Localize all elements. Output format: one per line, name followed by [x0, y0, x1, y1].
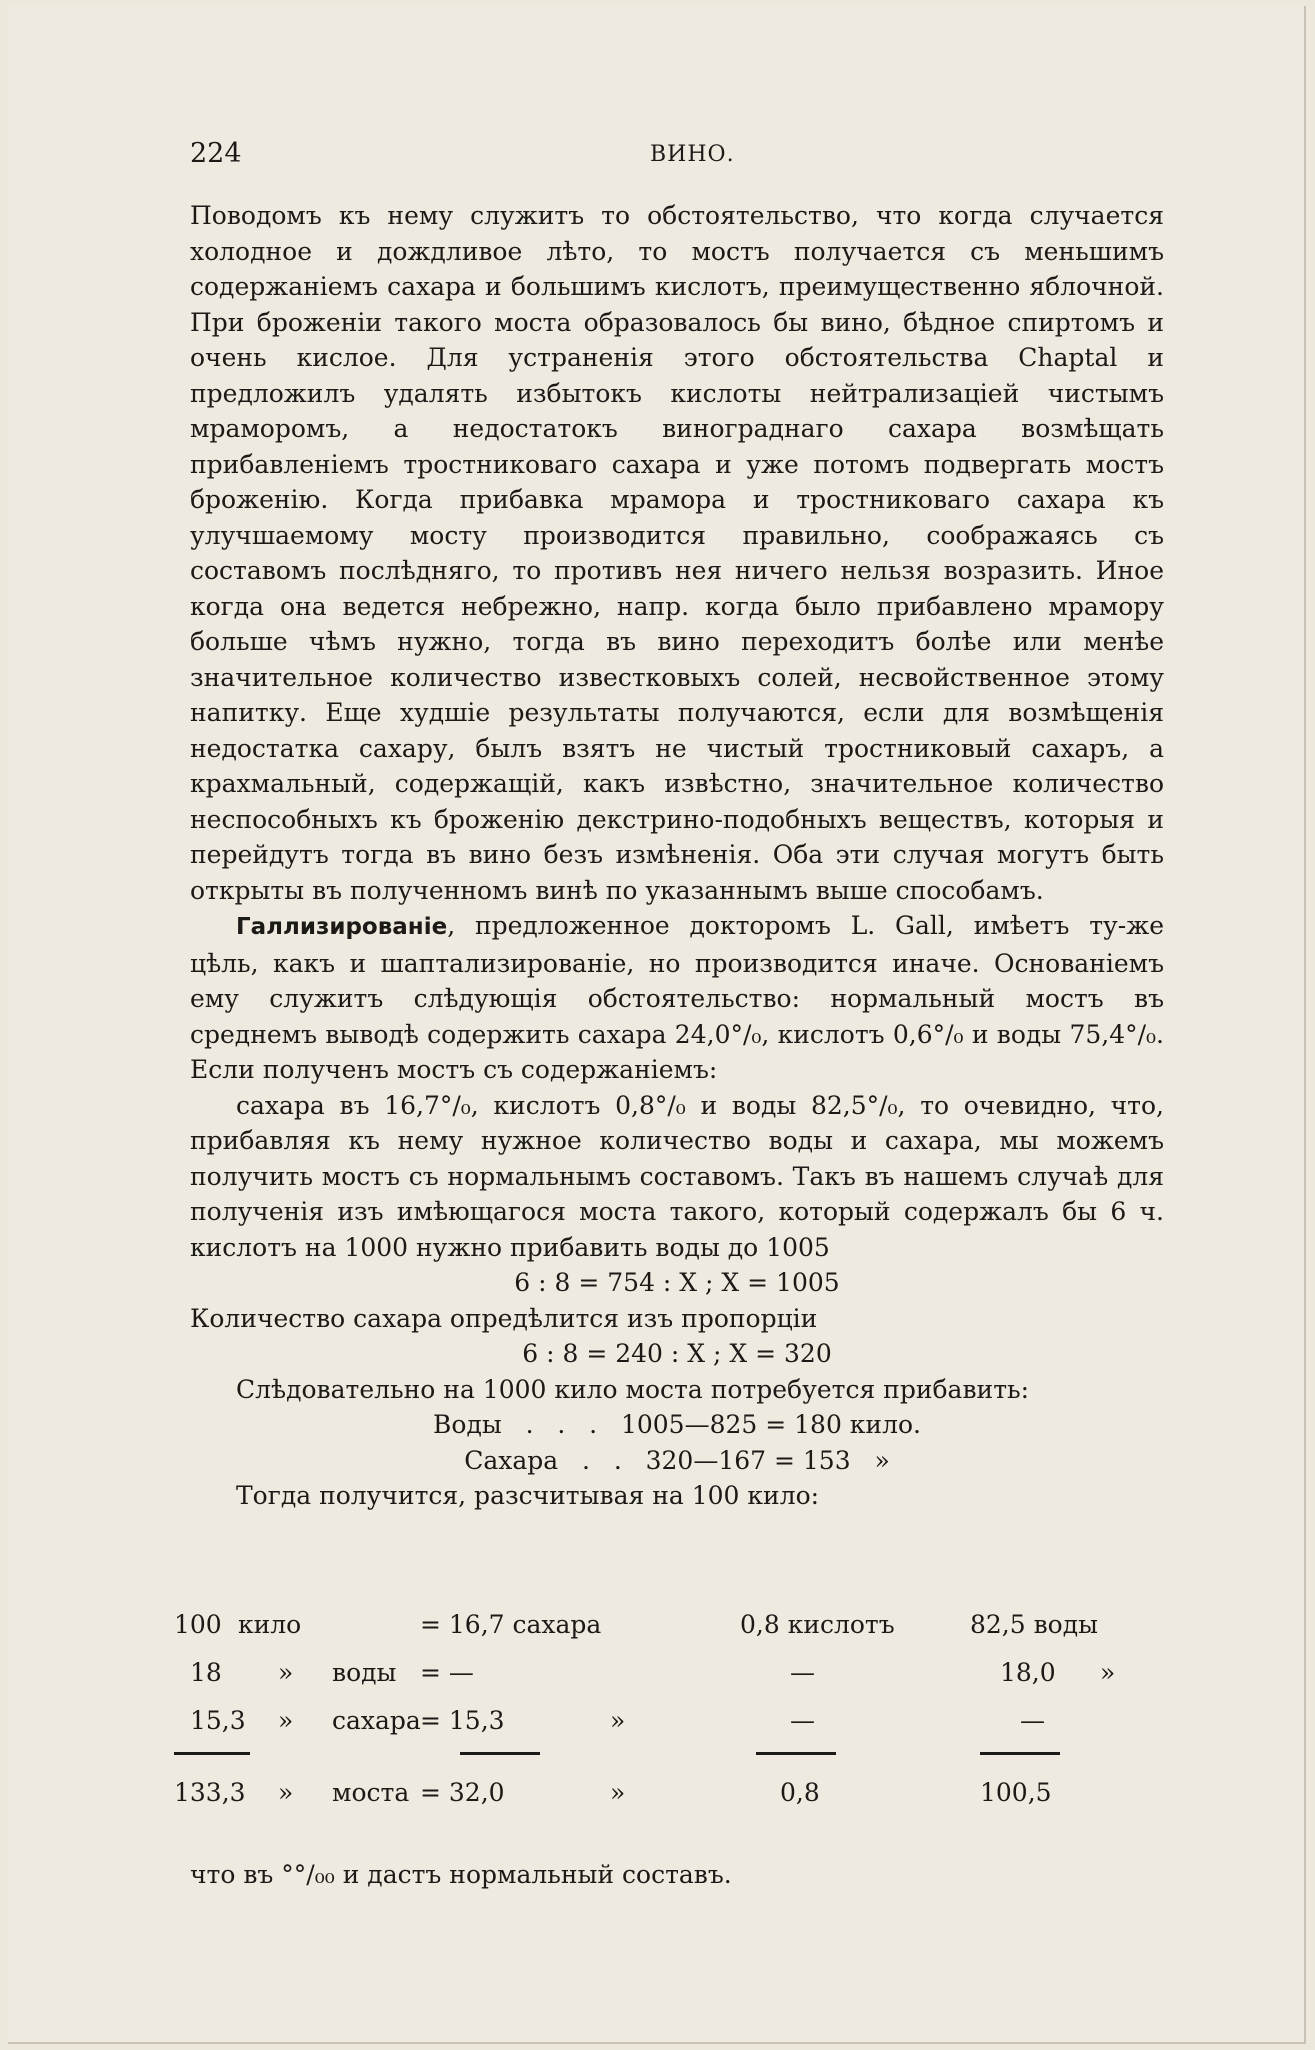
- calc-r1-acid: 0,8 кислотъ: [740, 1610, 895, 1639]
- calc-r1-amount: 100: [174, 1610, 222, 1639]
- calc-r3-sugar: = 15,3: [420, 1706, 505, 1735]
- paragraph-consequently: Слѣдовательно на 1000 кило моста потребуется прибавить:: [236, 1374, 1030, 1404]
- page-header: [190, 138, 1164, 178]
- calc-r4-ditto: »: [610, 1778, 626, 1807]
- closing-line: что въ °°/₀₀ и дастъ нормальный составъ.: [190, 1860, 732, 1889]
- calc-r3-water: —: [1020, 1706, 1045, 1735]
- paragraph-gallization-text: , предложенное докторомъ L. Gall, имѣетъ ту-же цѣль, какъ и шаптализированіе, но производится иначе. Основаніемъ ему служитъ слѣдующія обстоятельство: нормальный мостъ въ среднемъ выводѣ содержить сахара 24,0°/₀, кислотъ 0,6°/₀ и воды 75,4°/₀. Если полученъ мостъ съ содержаніемъ:: [190, 911, 1164, 1084]
- sugar-addition-line: Сахара . . 320—167 = 153 »: [464, 1445, 890, 1475]
- paragraph-example: сахара въ 16,7°/₀, кислотъ 0,8°/₀ и воды 82,5°/₀, то очевидно, что, прибавляя къ нему нужное количество воды и сахара, мы можемъ получить мостъ съ нормальнымъ составомъ. Такъ въ нашемъ случаѣ для полученія изъ имѣющагося моста такого, который содержалъ бы 6 ч. кислотъ на 1000 нужно прибавить воды до 1005: [190, 1090, 1164, 1262]
- calc-r1-water: 82,5 воды: [970, 1610, 1099, 1639]
- paragraph-then: Тогда получится, разсчитывая на 100 кило:: [236, 1481, 820, 1510]
- calc-r4-acid: 0,8: [780, 1778, 820, 1807]
- running-title: ВИНО.: [650, 142, 735, 167]
- page-number: 224: [190, 138, 242, 169]
- calc-r2-ditto: »: [1100, 1658, 1116, 1687]
- calc-r4-amount: 133,3: [174, 1778, 246, 1807]
- calc-r4-water: 100,5: [980, 1778, 1052, 1807]
- paragraph-chaptal: Поводомъ къ нему служитъ то обстоятельство, что когда случается холодное и дождливое лѣто, то мостъ получается съ меньшимъ содержаніемъ сахара и большимъ кислотъ, преимущественно яблочной. При броженіи такого моста образовалось бы вино, бѣдное спиртомъ и очень кислое. Для устраненія этого обстоятельства Chaptal и предложилъ удалять избытокъ кислоты нейтрализаціей чистымъ мраморомъ, а недостатокъ винограднаго сахара возмѣщать прибавленіемъ тростниковаго сахара и уже потомъ подвергать мостъ броженію. Когда прибавка мрамора и тростниковаго сахара къ улучшаемому мосту производится правильно, соображаясь съ составомъ послѣдняго, то противъ нея ничего нельзя возразить. Иное когда она ведется небрежно, напр. когда было прибавлено мрамору больше чѣмъ нужно, тогда въ вино переходитъ болѣе или менѣе значительное количество известковыхъ солей, несвойственное этому напитку. Еще худшіе результаты получаются, если для возмѣщенія недостатка сахару, былъ взятъ не чистый тростниковый сахаръ, а крахмальный, содержащій, какъ извѣстно, значительное количество неспособныхъ къ броженію декстрино-подобныхъ веществъ, которыя и перейдутъ тогда въ вино безъ измѣненія. Оба эти случая могутъ быть открыты въ полученномъ винѣ по указаннымъ выше способамъ.: [190, 201, 1164, 905]
- calc-r4-unit: »: [278, 1778, 294, 1807]
- sum-rule-sugar: [460, 1752, 540, 1755]
- calc-r2-sugar: = —: [420, 1658, 474, 1687]
- calc-r1-unit: кило: [238, 1610, 302, 1639]
- calc-r3-amount: 15,3: [190, 1706, 246, 1735]
- calc-r2-amount: 18: [190, 1658, 222, 1687]
- calc-r3-unit: »: [278, 1706, 294, 1735]
- body-text: [190, 198, 1164, 1514]
- sum-rule-water: [980, 1752, 1060, 1755]
- formula-sugar: 6 : 8 = 240 : X ; X = 320: [522, 1339, 832, 1368]
- sum-rule-amount: [174, 1752, 250, 1755]
- calc-r4-sugar: = 32,0: [420, 1778, 505, 1807]
- calc-r2-acid: —: [790, 1658, 815, 1687]
- calc-r4-label: моста: [332, 1778, 410, 1807]
- term-gallization: Галлизированіе: [236, 914, 448, 940]
- paragraph-sugar-proportion: Количество сахара опредѣлится изъ пропорціи: [190, 1303, 818, 1333]
- sum-rule-acid: [756, 1752, 836, 1755]
- calc-r1-sugar: = 16,7 сахара: [420, 1610, 602, 1639]
- calc-r2-water: 18,0: [1000, 1658, 1056, 1687]
- calc-r2-label: воды: [332, 1658, 397, 1687]
- paragraph-gallization: [190, 908, 1164, 1088]
- calculation-table: [174, 1610, 1164, 1860]
- calc-r2-unit: »: [278, 1658, 294, 1687]
- calc-r3-ditto: »: [610, 1706, 626, 1735]
- water-addition-line: Воды . . . 1005—825 = 180 кило.: [433, 1410, 921, 1439]
- calc-r3-label: сахара: [332, 1706, 421, 1735]
- calc-r3-acid: —: [790, 1706, 815, 1735]
- formula-water: 6 : 8 = 754 : X ; X = 1005: [514, 1268, 840, 1297]
